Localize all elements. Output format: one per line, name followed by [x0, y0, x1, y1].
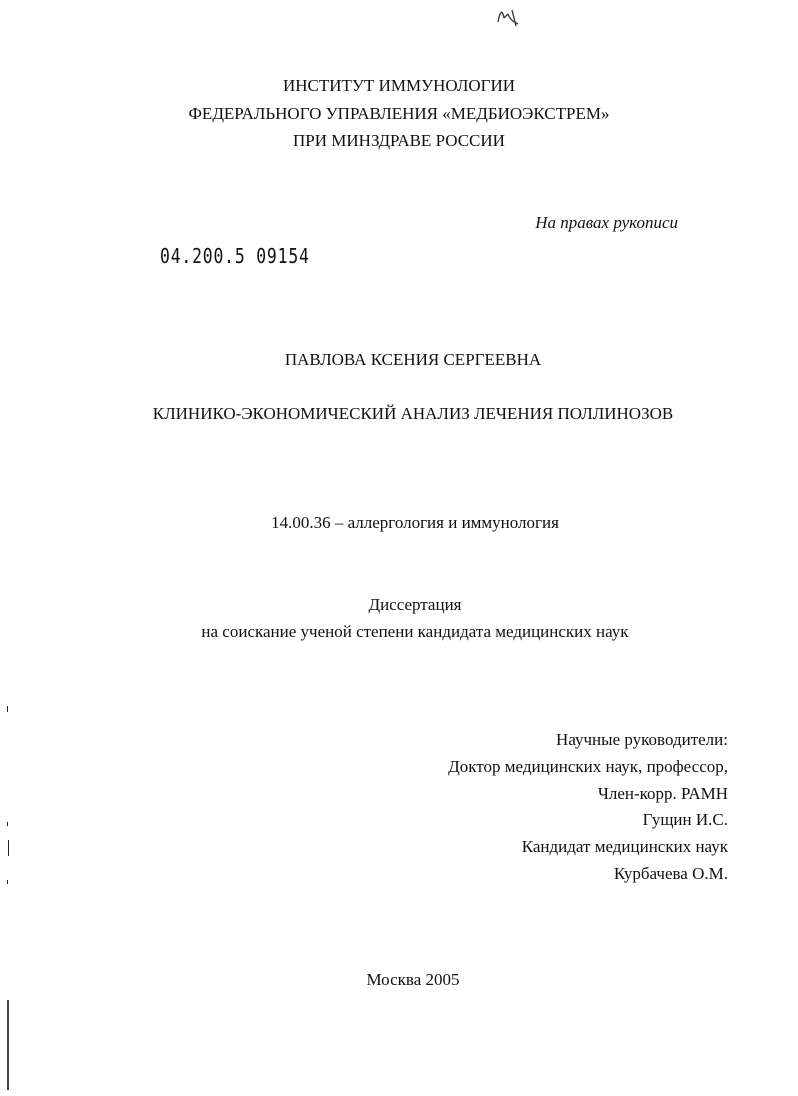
supervisor-line: Член-корр. РАМН	[597, 784, 728, 803]
city-year: Москва 2005	[366, 970, 460, 989]
scan-artifact	[8, 840, 9, 856]
scan-artifact	[7, 1000, 9, 1090]
supervisor-line: Гущин И.С.	[642, 810, 728, 829]
supervisor-line: Кандидат медицинских наук	[521, 837, 728, 856]
degree-purpose: на соискание ученой степени кандидата медицинских наук	[201, 622, 629, 641]
supervisors-heading: Научные руководители:	[556, 730, 728, 749]
institute-name: ИНСТИТУТ ИММУНОЛОГИИ	[282, 76, 516, 95]
scan-artifact	[7, 880, 8, 884]
specialty: 14.00.36 – аллергология и иммунология	[271, 513, 559, 532]
thesis-title: КЛИНИКО-ЭКОНОМИЧЕСКИЙ АНАЛИЗ ЛЕЧЕНИЯ ПОЛЛИНОЗОВ	[152, 404, 674, 423]
institute-ministry: ПРИ МИНЗДРАВЕ РОССИИ	[293, 131, 505, 150]
author-name: ПАВЛОВА КСЕНИЯ СЕРГЕЕВНА	[284, 350, 542, 369]
scan-artifact	[7, 706, 8, 712]
degree-type: Диссертация	[368, 595, 462, 614]
institute-department: ФЕДЕРАЛЬНОГО УПРАВЛЕНИЯ «МЕДБИОЭКСТРЕМ»	[188, 104, 610, 123]
registration-stamp: 04.200.5 09154	[160, 244, 310, 268]
supervisor-line: Доктор медицинских наук, профессор,	[448, 757, 728, 776]
handwritten-mark-icon	[492, 4, 526, 30]
manuscript-note: На правах рукописи	[535, 213, 678, 232]
supervisor-line: Курбачева О.М.	[613, 864, 728, 883]
scan-artifact	[7, 822, 8, 826]
